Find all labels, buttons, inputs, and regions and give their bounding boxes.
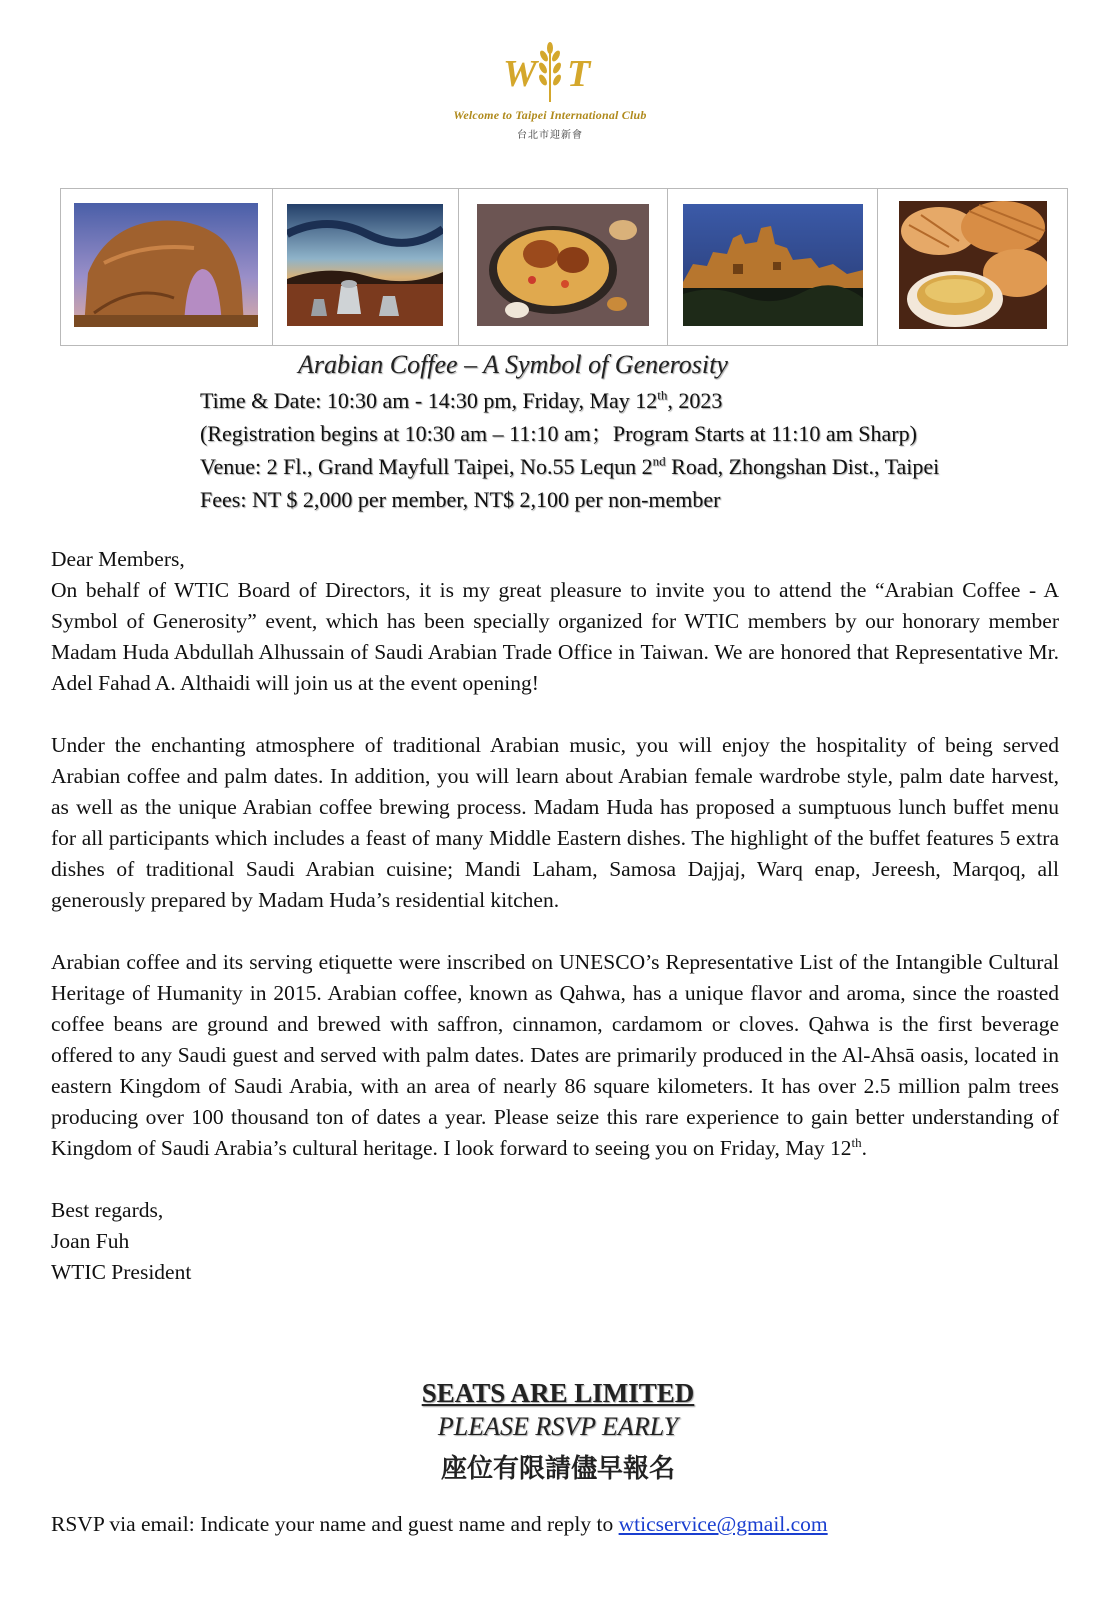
photo-cell — [668, 189, 878, 346]
bread-and-coffee-photo — [899, 201, 1047, 329]
wheat-monogram-icon — [495, 38, 605, 106]
venue-line: Venue: 2 Fl., Grand Mayfull Taipei, No.55 Lequn 2nd Road, Zhongshan Dist., Taipei — [200, 453, 940, 479]
chinese-notice: 座位有限請儘早報名 — [440, 1454, 675, 1484]
monogram-right-text: T — [567, 53, 591, 95]
rsvp-line — [51, 1512, 828, 1537]
desert-coffee-pots-photo — [287, 204, 443, 326]
greeting: Dear Members, — [51, 547, 185, 571]
paragraph-heritage: Arabian coffee and its serving etiquette were inscribed on UNESCO’s Representative List of the Intangible Cultural Heritage of Humanity in 2015. Arabian coffee, known as Qahwa, has a unique flavor and aroma, since the roasted coffee beans are ground and brewed with saffron, cinnamon, cardamom or cloves. Qahwa is the first beverage offered to any Saudi guest and served with palm dates. Dates are primarily produced in the Al-Ahsā oasis, located in eastern Kingdom of Saudi Arabia, with an area of nearly 86 square kilometers. It has over 2.5 million palm trees producing over 100 thousand ton of dates a year. Please seize this rare experience to gain better understanding of Kingdom of Saudi Arabia’s cultural heritage. I look forward to seeing you on Friday, May 12th. — [51, 950, 1059, 1160]
monogram-left-text: W — [503, 53, 537, 95]
logo-chinese-name: 台北市迎新會 — [517, 130, 583, 141]
rsvp-email-link[interactable]: wticservice@gmail.com — [618, 1512, 828, 1536]
photo-cell — [878, 189, 1068, 346]
event-title: Arabian Coffee – A Symbol of Generosity — [298, 350, 728, 379]
wtic-logo — [430, 38, 670, 148]
photo-cell — [458, 189, 668, 346]
letter-body — [51, 544, 1059, 1288]
rsvp-early-notice: PLEASE RSVP EARLY — [437, 1412, 679, 1441]
logo-tagline: Welcome to Taipei International Club — [453, 108, 647, 122]
photo-strip — [60, 188, 1068, 346]
signer-title: WTIC President — [51, 1260, 192, 1284]
paragraph-invitation: On behalf of WTIC Board of Directors, it is my great pleasure to invite you to attend the “Arabian Coffee - A Symbol of Generosity” event, which has been specially organized for WTIC members by our honorary member Madam Huda Abdullah Alhussain of Saudi Arabian Trade Office in Taiwan. We are honored that Representative Mr. Adel Fahad A. Althaidi will join us at the event opening! — [51, 578, 1059, 695]
photo-cell — [61, 189, 273, 346]
photo-cell — [272, 189, 458, 346]
closing: Best regards, — [51, 1198, 164, 1222]
registration-line: (Registration begins at 10:30 am – 11:10 am；Program Starts at 11:10 am Sharp) — [200, 421, 917, 446]
old-town-photo — [683, 204, 863, 326]
event-details — [200, 384, 939, 516]
fees-line: Fees: NT $ 2,000 per member, NT$ 2,100 per non-member — [200, 487, 721, 512]
mandi-dish-photo — [477, 204, 649, 326]
time-date-line: Time & Date: 10:30 am - 14:30 pm, Friday, May 12th, 2023 — [200, 387, 723, 413]
paragraph-program: Under the enchanting atmosphere of traditional Arabian music, you will enjoy the hospitality of being served Arabian coffee and palm dates. In addition, you will learn about Arabian female wardrobe style, palm date harvest, as well as the unique Arabian coffee brewing process. Madam Huda has proposed a sumptuous lunch buffet menu for all participants which includes a feast of many Middle Eastern dishes. The highlight of the buffet features 5 extra dishes of traditional Saudi Arabian cuisine; Mandi Laham, Samosa Dajjaj, Warq enap, Jereesh, Marqoq, all generously prepared by Madam Huda’s residential kitchen. — [51, 733, 1059, 912]
seats-limited-notice: SEATS ARE LIMITED — [421, 1378, 695, 1408]
signature-block — [51, 1195, 1059, 1288]
signer-name: Joan Fuh — [51, 1229, 130, 1253]
rsvp-text: RSVP via email: Indicate your name and guest name and reply to — [51, 1512, 619, 1536]
elephant-rock-photo — [74, 203, 258, 327]
